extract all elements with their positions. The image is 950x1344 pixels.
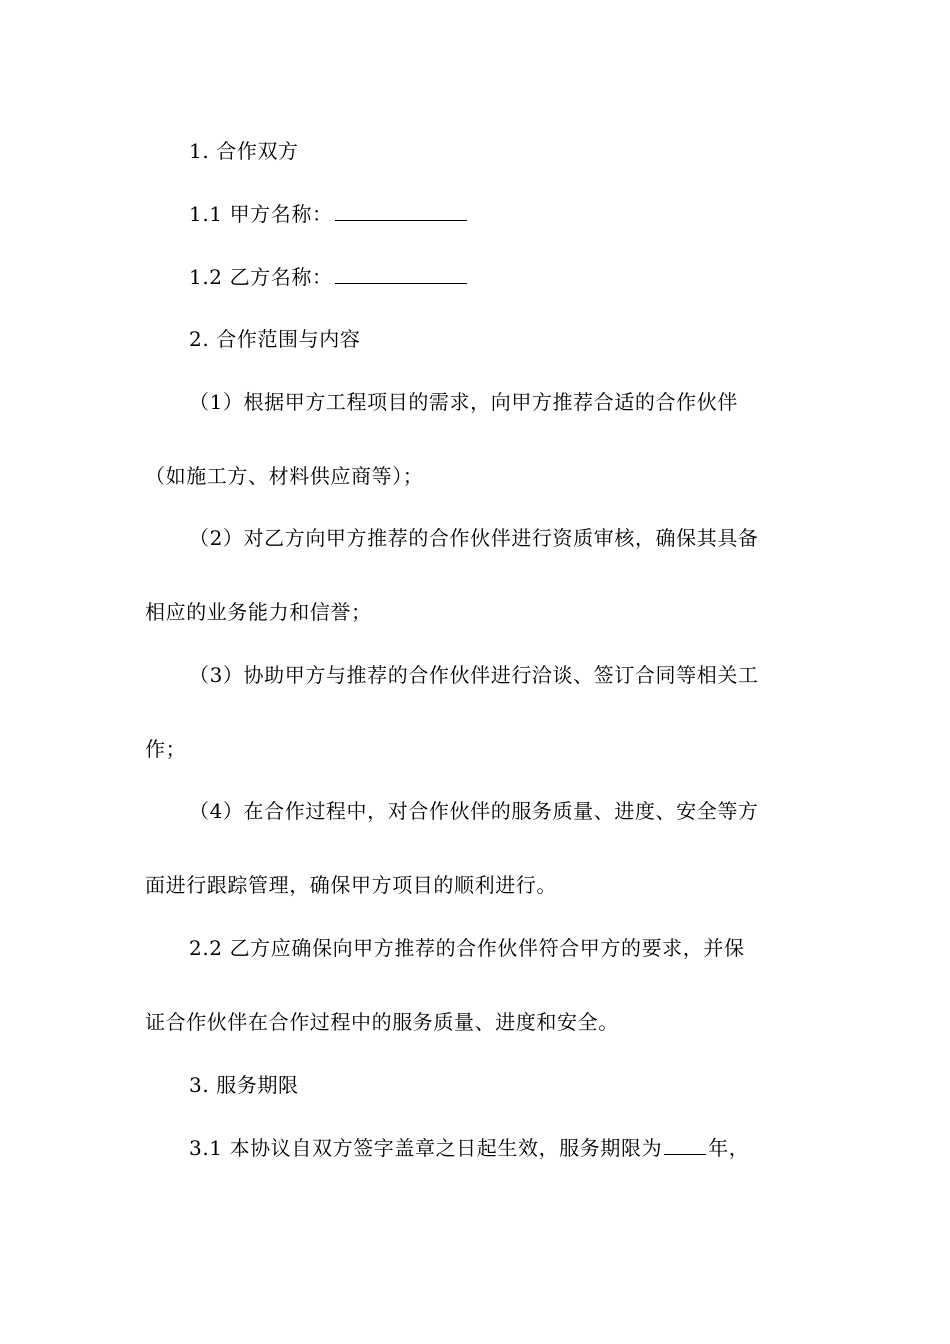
section-heading-1-text: 1. 合作双方: [189, 139, 299, 163]
clause-2-2-text-b: 证合作伙伴在合作过程中的服务质量、进度和安全。: [145, 1010, 619, 1034]
clause-3-1-text-post: 年，: [708, 1136, 750, 1160]
item-1-text-b: （如施工方、材料供应商等）；: [145, 464, 424, 488]
party-b-name-blank: [335, 265, 467, 284]
clause-2-2-line-2: [145, 1010, 619, 1034]
section-heading-3: [189, 1073, 299, 1097]
item-3-line-2: [145, 737, 186, 761]
item-2-text-a: （2）对乙方向甲方推荐的合作伙伴进行资质审核，确保其具备: [189, 526, 759, 550]
party-b-name-line: [189, 265, 467, 289]
item-1-line-2: [145, 464, 423, 488]
party-b-name-label: 1.2 乙方名称：: [189, 265, 333, 289]
clause-3-1-line: [189, 1136, 749, 1160]
section-heading-1: [189, 139, 299, 163]
clause-2-2-text-a: 2.2 乙方应确保向甲方推荐的合作伙伴符合甲方的要求，并保: [189, 936, 745, 960]
item-4-line-1: [189, 799, 759, 823]
item-2-text-b: 相应的业务能力和信誉；: [145, 600, 372, 624]
item-3-line-1: [189, 663, 759, 687]
party-a-name-label: 1.1 甲方名称：: [189, 202, 333, 226]
party-a-name-line: [189, 202, 467, 226]
section-heading-2: [189, 327, 360, 351]
service-term-years-blank: [664, 1136, 706, 1155]
clause-3-1-text-pre: 3.1 本协议自双方签字盖章之日起生效，服务期限为: [189, 1136, 663, 1160]
clause-2-2-line-1: [189, 936, 745, 960]
item-4-line-2: [145, 873, 557, 897]
item-3-text-a: （3）协助甲方与推荐的合作伙伴进行洽谈、签订合同等相关工: [189, 663, 759, 687]
section-heading-2-text: 2. 合作范围与内容: [189, 327, 361, 351]
party-a-name-blank: [335, 202, 467, 221]
item-1-line-1: [189, 390, 738, 414]
item-4-text-b: 面进行跟踪管理，确保甲方项目的顺利进行。: [145, 873, 557, 897]
item-1-text-a: （1）根据甲方工程项目的需求，向甲方推荐合适的合作伙伴: [189, 390, 738, 414]
item-3-text-b: 作；: [145, 737, 187, 761]
item-2-line-2: [145, 600, 372, 624]
section-heading-3-text: 3. 服务期限: [189, 1073, 299, 1097]
item-2-line-1: [189, 526, 759, 550]
item-4-text-a: （4）在合作过程中，对合作伙伴的服务质量、进度、安全等方: [189, 799, 759, 823]
